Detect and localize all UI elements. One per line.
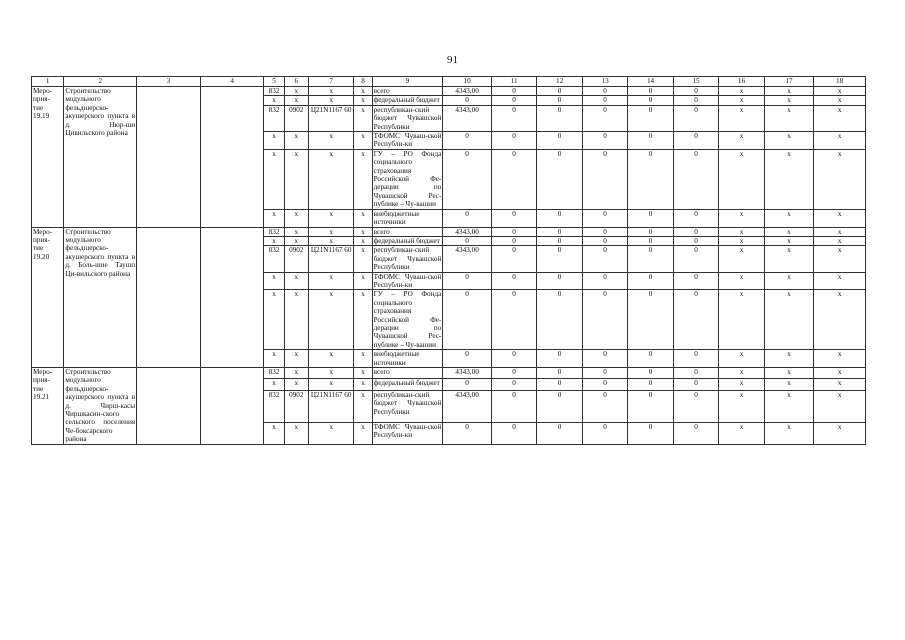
value-col13: 0 (582, 227, 627, 236)
cell-col7: х (308, 87, 353, 96)
value-col13: 0 (582, 272, 627, 290)
value-col18: х (814, 87, 866, 96)
empty-cell-col4 (200, 368, 264, 445)
value-col10: 4343,00 (443, 390, 492, 422)
value-col11: 0 (491, 105, 536, 131)
value-col12: 0 (537, 132, 582, 150)
cell-col6: х (284, 368, 308, 379)
value-col13: 0 (582, 390, 627, 422)
value-col10: 0 (443, 149, 492, 209)
value-col16: х (719, 368, 764, 379)
value-col11: 0 (491, 87, 536, 96)
column-number-13: 13 (582, 77, 627, 87)
column-number-8: 8 (354, 77, 372, 87)
value-col14: 0 (628, 87, 673, 96)
cell-col5: 832 (264, 390, 284, 422)
value-col11: 0 (491, 379, 536, 390)
value-col11: 0 (491, 132, 536, 150)
value-col16: х (719, 272, 764, 290)
value-col11: 0 (491, 236, 536, 245)
value-col17: х (764, 390, 814, 422)
value-col15: 0 (673, 132, 718, 150)
value-col17: х (764, 290, 814, 350)
funding-source: ТФОМС Чуваш-ской Республи-ки (372, 422, 443, 444)
funding-source: внебюджетные источники (372, 209, 443, 227)
value-col17: х (764, 227, 814, 236)
cell-col6: х (284, 209, 308, 227)
column-number-18: 18 (814, 77, 866, 87)
cell-col7: Ц21N1167 60 (308, 390, 353, 422)
cell-col7: х (308, 272, 353, 290)
value-col17: х (764, 209, 814, 227)
measure-label: Меро- прия- тие 19.21 (32, 368, 64, 445)
value-col10: 0 (443, 272, 492, 290)
value-col17: х (764, 422, 814, 444)
value-col12: 0 (537, 272, 582, 290)
cell-col6: х (284, 132, 308, 150)
value-col12: 0 (537, 350, 582, 368)
value-col17: х (764, 368, 814, 379)
value-col13: 0 (582, 132, 627, 150)
cell-col6: 0902 (284, 105, 308, 131)
cell-col7: х (308, 236, 353, 245)
value-col11: 0 (491, 290, 536, 350)
value-col18: х (814, 422, 866, 444)
empty-cell-col3 (137, 368, 201, 445)
column-number-10: 10 (443, 77, 492, 87)
value-col13: 0 (582, 422, 627, 444)
value-col11: 0 (491, 272, 536, 290)
funding-source: федеральный бюджет (372, 96, 443, 105)
value-col14: 0 (628, 368, 673, 379)
value-col17: х (764, 149, 814, 209)
value-col16: х (719, 350, 764, 368)
column-number-6: 6 (284, 77, 308, 87)
value-col10: 0 (443, 379, 492, 390)
cell-col5: 832 (264, 105, 284, 131)
measure-name: Строительство модульного фельдшерско-акушерского пункта в д. Боль-шие Таушп Ци-вильского района (64, 227, 137, 368)
funding-source: ТФОМС Чуваш-ской Республи-ки (373, 132, 442, 149)
cell-col8: х (354, 149, 372, 209)
value-col12: 0 (537, 368, 582, 379)
cell-col7: х (308, 209, 353, 227)
cell-col5: х (264, 350, 284, 368)
cell-col6: х (284, 87, 308, 96)
value-col15: 0 (673, 149, 718, 209)
value-col12: 0 (537, 422, 582, 444)
value-col11: 0 (491, 368, 536, 379)
cell-col7: Ц21N1167 60 (308, 246, 353, 272)
value-col14: 0 (628, 149, 673, 209)
value-col11: 0 (491, 96, 536, 105)
empty-cell-col4 (200, 227, 264, 368)
value-col16: х (719, 105, 764, 131)
value-col17: х (764, 105, 814, 131)
value-col12: 0 (537, 290, 582, 350)
value-col14: 0 (628, 390, 673, 422)
value-col13: 0 (582, 350, 627, 368)
value-col15: 0 (673, 368, 718, 379)
cell-col8: х (354, 87, 372, 96)
cell-col7: х (308, 290, 353, 350)
value-col15: 0 (673, 227, 718, 236)
value-col17: х (764, 379, 814, 390)
cell-col8: х (354, 236, 372, 245)
value-col10: 4343,00 (443, 227, 492, 236)
empty-cell-col3 (137, 227, 201, 368)
table-row (32, 227, 866, 236)
value-col18: х (814, 290, 866, 350)
cell-col6: х (284, 236, 308, 245)
column-number-12: 12 (537, 77, 582, 87)
cell-col5: х (264, 209, 284, 227)
column-number-7: 7 (308, 77, 353, 87)
measure-label: Меро- прия- тие 19.19 (32, 87, 64, 228)
cell-col5: 832 (264, 246, 284, 272)
value-col16: х (719, 379, 764, 390)
value-col16: х (719, 87, 764, 96)
value-col14: 0 (628, 379, 673, 390)
cell-col8: х (354, 350, 372, 368)
cell-col5: х (264, 422, 284, 444)
funding-source: федеральный бюджет (372, 236, 443, 245)
cell-col8: х (354, 246, 372, 272)
cell-col8: х (354, 227, 372, 236)
value-col17: х (764, 350, 814, 368)
cell-col8: х (354, 132, 372, 150)
value-col18: х (814, 227, 866, 236)
value-col14: 0 (628, 246, 673, 272)
cell-col5: х (264, 236, 284, 245)
cell-col8: х (354, 209, 372, 227)
value-col17: х (764, 272, 814, 290)
value-col15: 0 (673, 96, 718, 105)
value-col17: х (764, 87, 814, 96)
column-number-row (32, 77, 866, 87)
value-col10: 4343,00 (443, 87, 492, 96)
value-col15: 0 (673, 390, 718, 422)
value-col18: х (814, 96, 866, 105)
column-number-9: 9 (372, 77, 443, 87)
value-col14: 0 (628, 96, 673, 105)
value-col10: 0 (443, 96, 492, 105)
funding-source: внебюджетные источники (372, 350, 443, 368)
column-number-16: 16 (719, 77, 764, 87)
page-number: 91 (447, 54, 458, 66)
value-col11: 0 (491, 422, 536, 444)
column-number-17: 17 (764, 77, 814, 87)
cell-col8: х (354, 379, 372, 390)
value-col18: х (814, 149, 866, 209)
value-col14: 0 (628, 227, 673, 236)
value-col18: х (814, 368, 866, 379)
value-col13: 0 (582, 368, 627, 379)
cell-col6: х (284, 422, 308, 444)
empty-cell-col4 (200, 87, 264, 228)
funding-source: республикан-ский бюджет Чувашской Республики (373, 246, 442, 272)
value-col15: 0 (673, 246, 718, 272)
value-col14: 0 (628, 105, 673, 131)
value-col17: х (764, 246, 814, 272)
measure-label: Меро- прия- тие 19.20 (32, 227, 64, 368)
column-number-4: 4 (200, 77, 264, 87)
cell-col6: х (284, 227, 308, 236)
value-col10: 4343,00 (443, 368, 492, 379)
value-col16: х (719, 227, 764, 236)
column-number-5: 5 (264, 77, 284, 87)
value-col18: х (814, 272, 866, 290)
column-number-3: 3 (137, 77, 201, 87)
value-col15: 0 (673, 379, 718, 390)
value-col10: 0 (443, 209, 492, 227)
value-col12: 0 (537, 236, 582, 245)
column-number-15: 15 (673, 77, 718, 87)
value-col18: х (814, 246, 866, 272)
value-col16: х (719, 290, 764, 350)
cell-col5: х (264, 379, 284, 390)
funding-source: ГУ – РО Фонда социального страхования Российской Фе-дерации по Чувашской Рес-публике – Чу-вашии (373, 290, 442, 349)
value-col18: х (814, 209, 866, 227)
value-col13: 0 (582, 87, 627, 96)
funding-source: ТФОМС Чуваш-ской Республи-ки (373, 272, 442, 289)
value-col12: 0 (537, 96, 582, 105)
value-col17: х (764, 96, 814, 105)
value-col14: 0 (628, 422, 673, 444)
value-col18: х (814, 132, 866, 150)
value-col17: х (764, 132, 814, 150)
cell-col8: х (354, 272, 372, 290)
value-col15: 0 (673, 105, 718, 131)
cell-col6: 0902 (284, 390, 308, 422)
value-col11: 0 (491, 390, 536, 422)
value-col16: х (719, 390, 764, 422)
cell-col8: х (354, 390, 372, 422)
cell-col5: х (264, 272, 284, 290)
cell-col8: х (354, 368, 372, 379)
cell-col8: х (354, 96, 372, 105)
value-col15: 0 (673, 236, 718, 245)
value-col16: х (719, 209, 764, 227)
cell-col7: х (308, 350, 353, 368)
value-col15: 0 (673, 209, 718, 227)
value-col10: 4343,00 (443, 246, 492, 272)
value-col14: 0 (628, 132, 673, 150)
table-row (32, 87, 866, 96)
value-col12: 0 (537, 149, 582, 209)
value-col15: 0 (673, 422, 718, 444)
value-col15: 0 (673, 290, 718, 350)
measure-name: Строительство модульного фельдшерско-акушерского пункта в д. Нюр-ши Цивильского района (64, 87, 137, 228)
cell-col5: х (264, 149, 284, 209)
cell-col8: х (354, 422, 372, 444)
value-col11: 0 (491, 209, 536, 227)
value-col10: 0 (443, 236, 492, 245)
cell-col5: х (264, 290, 284, 350)
value-col13: 0 (582, 96, 627, 105)
value-col11: 0 (491, 149, 536, 209)
value-col14: 0 (628, 236, 673, 245)
funding-source: всего (372, 87, 443, 96)
value-col16: х (719, 96, 764, 105)
value-col12: 0 (537, 227, 582, 236)
value-col15: 0 (673, 350, 718, 368)
cell-col7: х (308, 227, 353, 236)
cell-col7: х (308, 379, 353, 390)
cell-col5: х (264, 96, 284, 105)
value-col15: 0 (673, 87, 718, 96)
value-col13: 0 (582, 209, 627, 227)
value-col13: 0 (582, 105, 627, 131)
cell-col6: х (284, 379, 308, 390)
cell-col7: х (308, 149, 353, 209)
value-col13: 0 (582, 236, 627, 245)
value-col18: х (814, 350, 866, 368)
value-col16: х (719, 132, 764, 150)
value-col12: 0 (537, 246, 582, 272)
value-col10: 0 (443, 132, 492, 150)
value-col10: 0 (443, 290, 492, 350)
value-col16: х (719, 149, 764, 209)
measure-name: Строительство модульного фельдшерско-акушерского пункта в д. Чирш-касы Чиршкасин-ского сельского поселения Че-боксарского района (65, 368, 136, 444)
value-col13: 0 (582, 290, 627, 350)
value-col12: 0 (537, 209, 582, 227)
cell-col7: Ц21N1167 60 (308, 105, 353, 131)
column-number-14: 14 (628, 77, 673, 87)
column-number-2: 2 (64, 77, 137, 87)
cell-col6: х (284, 350, 308, 368)
cell-col6: х (284, 272, 308, 290)
value-col13: 0 (582, 149, 627, 209)
column-number-1: 1 (32, 77, 64, 87)
cell-col5: 832 (264, 87, 284, 96)
cell-col8: х (354, 290, 372, 350)
value-col18: х (814, 379, 866, 390)
value-col11: 0 (491, 227, 536, 236)
funding-source: республикан-ский бюджет Чувашской Республики (373, 105, 442, 131)
cell-col6: х (284, 96, 308, 105)
cell-col8: х (354, 105, 372, 131)
value-col15: 0 (673, 272, 718, 290)
value-col12: 0 (537, 105, 582, 131)
value-col12: 0 (537, 379, 582, 390)
value-col16: х (719, 236, 764, 245)
value-col13: 0 (582, 246, 627, 272)
value-col11: 0 (491, 350, 536, 368)
cell-col6: 0902 (284, 246, 308, 272)
cell-col6: х (284, 290, 308, 350)
value-col12: 0 (537, 390, 582, 422)
funding-source: всего (372, 368, 443, 379)
cell-col7: х (308, 96, 353, 105)
cell-col6: х (284, 149, 308, 209)
value-col14: 0 (628, 350, 673, 368)
budget-table (31, 76, 866, 445)
value-col14: 0 (628, 272, 673, 290)
value-col16: х (719, 246, 764, 272)
funding-source: ГУ – РО Фонда социального страхования Российской Фе-дерации по Чувашской Рес-публике – Чу-вашии (373, 149, 442, 209)
cell-col5: 832 (264, 227, 284, 236)
funding-source: всего (372, 227, 443, 236)
cell-col7: х (308, 132, 353, 150)
value-col16: х (719, 422, 764, 444)
cell-col7: х (308, 368, 353, 379)
value-col14: 0 (628, 209, 673, 227)
table-row (32, 368, 866, 379)
funding-source: федеральный бюджет (372, 379, 443, 390)
cell-col7: х (308, 422, 353, 444)
value-col17: х (764, 236, 814, 245)
value-col12: 0 (537, 87, 582, 96)
value-col10: 0 (443, 422, 492, 444)
value-col11: 0 (491, 246, 536, 272)
value-col10: 0 (443, 350, 492, 368)
value-col14: 0 (628, 290, 673, 350)
value-col18: х (814, 105, 866, 131)
value-col13: 0 (582, 379, 627, 390)
value-col18: х (814, 236, 866, 245)
cell-col5: 832 (264, 368, 284, 379)
value-col10: 4343,00 (443, 105, 492, 131)
funding-source: республикан-ский бюджет Чувашской Республики (372, 390, 443, 422)
value-col18: х (814, 390, 866, 422)
empty-cell-col3 (137, 87, 201, 228)
column-number-11: 11 (491, 77, 536, 87)
cell-col5: х (264, 132, 284, 150)
